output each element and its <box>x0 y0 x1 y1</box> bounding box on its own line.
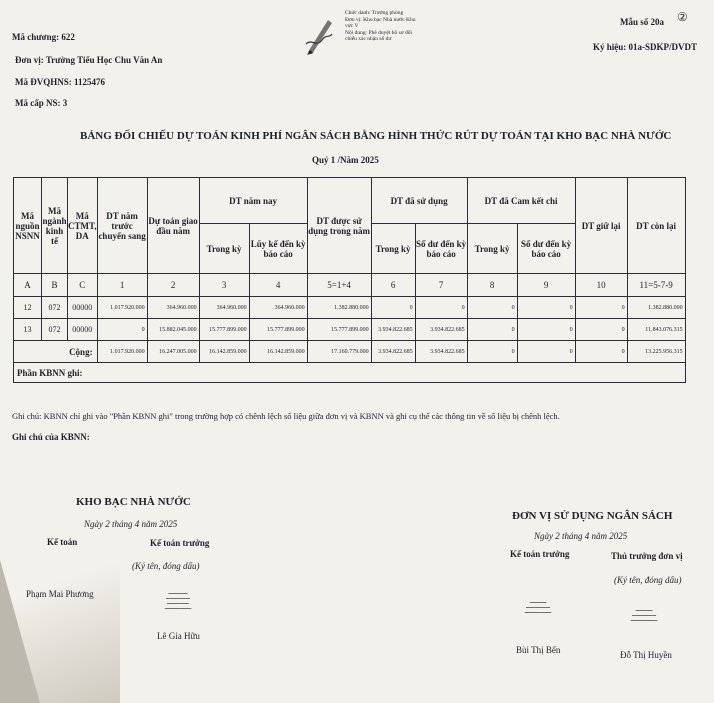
header-luy-ke: Lũy kế đến kỳ báo cáo <box>249 224 307 274</box>
budget-table <box>13 177 686 383</box>
kbnn-row <box>14 363 686 383</box>
cell-value: 364.960.000 <box>249 297 307 319</box>
pen-signature-icon <box>304 14 334 56</box>
right-thu-truong: Thủ trưởng đơn vị <box>611 551 683 561</box>
cell-value: 0 <box>575 319 627 341</box>
right-digital-signature-1: ━━━━━━━ ━━━━━━━━━━ ━━━━━━━━━━━ <box>524 600 552 615</box>
right-date: Ngày 2 tháng 4 năm 2025 <box>534 531 628 541</box>
cell-value: 1.382.880.000 <box>627 297 685 319</box>
table-row <box>14 297 686 319</box>
index-cell: 9 <box>517 274 575 297</box>
ma-dvqhns: Mã ĐVQHNS: 1125476 <box>15 77 105 87</box>
cell-value: 15.882.045.000 <box>147 319 199 341</box>
header-ma-nganh: Mã ngành kinh tế <box>42 178 68 274</box>
total-cell: 16.142.859.000 <box>199 341 249 363</box>
cell-ma-nganh: 072 <box>42 297 68 319</box>
cell-value: 0 <box>467 319 517 341</box>
stamp-line: Nội dung: Phê duyệt hồ sơ đối <box>345 29 413 36</box>
cell-ma-ctmt: 00000 <box>68 319 98 341</box>
right-digital-signature-2: ━━━━━━━ ━━━━━━━━━━ ━━━━━━━━━━━ <box>630 608 658 623</box>
header-dt-con-lai: DT còn lại <box>627 178 685 274</box>
ma-cap-ns: Mã cấp NS: 3 <box>15 98 68 108</box>
don-vi: Đơn vị: Trường Tiểu Học Chu Văn An <box>15 55 163 65</box>
index-cell: B <box>42 274 68 297</box>
index-cell: 11=5-7-9 <box>627 274 685 297</box>
header-dt-nam-truoc: DT năm trước chuyển sang <box>97 178 147 274</box>
cell-value: 15.777.899.000 <box>199 319 249 341</box>
index-cell: C <box>68 274 98 297</box>
cell-value: 3.934.822.685 <box>371 319 415 341</box>
index-cell: 1 <box>97 274 147 297</box>
period: Quý 1 /Năm 2025 <box>312 155 379 165</box>
kbnn-note: Phần KBNN ghi: <box>14 363 686 383</box>
cell-value: 0 <box>467 297 517 319</box>
left-ky-ten: (Ký tên, đóng dấu) <box>132 561 200 571</box>
right-ke-toan-truong: Kế toán trưởng <box>510 549 570 559</box>
header-du-toan-giao: Dự toán giao đầu năm <box>147 178 199 274</box>
total-cell: 16.247.005.000 <box>147 341 199 363</box>
cell-value: 15.777.899.000 <box>249 319 307 341</box>
ma-chuong: Mã chương: 622 <box>12 32 75 42</box>
index-cell: 5=1+4 <box>307 274 371 297</box>
header-trong-ky: Trong kỳ <box>199 224 249 274</box>
cell-ma-nguon: 13 <box>14 319 42 341</box>
ky-hieu: Ký hiệu: 01a-SDKP/DVDT <box>593 42 698 52</box>
left-ke-toan: Kế toán <box>47 537 78 547</box>
header-dt-da-su-dung: DT đã sử dụng <box>371 178 467 224</box>
index-cell: 2 <box>147 274 199 297</box>
index-cell: A <box>14 274 42 297</box>
total-cell: 0 <box>575 341 627 363</box>
cell-value: 0 <box>97 319 147 341</box>
header-dt-cam-ket: DT đã Cam kết chi <box>467 178 575 224</box>
index-cell: 8 <box>467 274 517 297</box>
stamp-line: Chức danh: Trưởng phòng <box>345 10 404 16</box>
index-row <box>14 274 686 297</box>
cell-value: 11.843.076.315 <box>627 319 685 341</box>
stamp-line: Đơn vị: Kho bạc Nhà nước Khu <box>345 16 416 23</box>
right-org: ĐƠN VỊ SỬ DỤNG NGÂN SÁCH <box>512 510 673 522</box>
ghi-chu-kbnn: Ghi chú của KBNN: <box>12 432 90 442</box>
cell-value: 0 <box>415 297 467 319</box>
left-digital-signature: ━━━━━━━━ ━━━━━━━━━━ ━━━━━━━━━ ━━━━━━━━━━━ <box>164 591 192 611</box>
index-cell: 7 <box>415 274 467 297</box>
cell-value: 364.960.000 <box>147 297 199 319</box>
cell-value: 1.017.920.000 <box>97 297 147 319</box>
handwritten-mark: ② <box>677 10 688 24</box>
header-so-du: Số dư đến kỳ báo cáo <box>415 224 467 274</box>
right-ky-ten: (Ký tên, đóng dấu) <box>614 575 682 585</box>
total-cell: 0 <box>467 341 517 363</box>
total-cell: 16.142.859.000 <box>249 341 307 363</box>
index-cell: 6 <box>371 274 415 297</box>
left-name-2: Lê Gia Hữu <box>157 631 200 641</box>
left-ke-toan-truong: Kế toán trưởng <box>150 538 210 548</box>
total-cell: 0 <box>517 341 575 363</box>
header-dt-duoc-su-dung: DT được sử dụng trong năm <box>307 178 371 274</box>
cell-value: 0 <box>517 297 575 319</box>
header-so-du: Số dư đến kỳ báo cáo <box>517 224 575 274</box>
cell-value: 15.777.899.000 <box>307 319 371 341</box>
header-ma-nguon: Mã nguồn NSNN <box>14 178 42 274</box>
ghi-chu: Ghi chú: KBNN chỉ ghi vào "Phần KBNN ghi" trong trường hợp có chênh lệch số liệu giữa đơn vị và KBNN và ghi cụ thể các thông tin về số liệu bị chênh lệch. <box>12 411 560 421</box>
total-cell: 3.934.822.685 <box>415 341 467 363</box>
index-cell: 10 <box>575 274 627 297</box>
left-date: Ngày 2 tháng 4 năm 2025 <box>84 519 178 529</box>
cell-value: 0 <box>575 297 627 319</box>
header-ma-ctmt: Mã CTMT, DA <box>68 178 98 274</box>
mau-so: Mẫu số 20a <box>620 17 665 27</box>
index-cell: 4 <box>249 274 307 297</box>
header-trong-ky: Trong kỳ <box>467 224 517 274</box>
left-org: KHO BẠC NHÀ NƯỚC <box>76 496 191 508</box>
total-cell: 1.017.920.000 <box>97 341 147 363</box>
page-title: BẢNG ĐỐI CHIẾU DỰ TOÁN KINH PHÍ NGÂN SÁCH BẰNG HÌNH THỨC RÚT DỰ TOÁN TẠI KHO BẠC NHÀ NƯỚC <box>80 130 672 142</box>
cell-ma-ctmt: 00000 <box>68 297 98 319</box>
cell-value: 364.960.000 <box>199 297 249 319</box>
header-dt-giu-lai: DT giữ lại <box>575 178 627 274</box>
stamp-line: chiếu xác nhận số dư <box>345 36 392 42</box>
left-name-1: Phạm Mai Phương <box>26 589 94 599</box>
total-cell: 17.160.779.000 <box>307 341 371 363</box>
total-cell: 3.934.822.685 <box>371 341 415 363</box>
cell-value: 1.382.880.000 <box>307 297 371 319</box>
cell-value: 3.934.822.685 <box>415 319 467 341</box>
header-dt-nam-nay: DT năm nay <box>199 178 307 224</box>
total-cell: 13.225.956.315 <box>627 341 685 363</box>
cell-ma-nganh: 072 <box>42 319 68 341</box>
digital-signature-info <box>345 10 416 43</box>
cell-value: 0 <box>371 297 415 319</box>
right-name-1: Bùi Thị Bến <box>516 645 561 655</box>
cell-value: 0 <box>517 319 575 341</box>
table-row <box>14 319 686 341</box>
stamp-line: vực V <box>345 23 359 29</box>
right-name-2: Đỗ Thị Huyền <box>620 650 672 660</box>
cell-ma-nguon: 12 <box>14 297 42 319</box>
index-cell: 3 <box>199 274 249 297</box>
total-label: Cộng: <box>14 341 98 363</box>
header-trong-ky: Trong kỳ <box>371 224 415 274</box>
total-row <box>14 341 686 363</box>
